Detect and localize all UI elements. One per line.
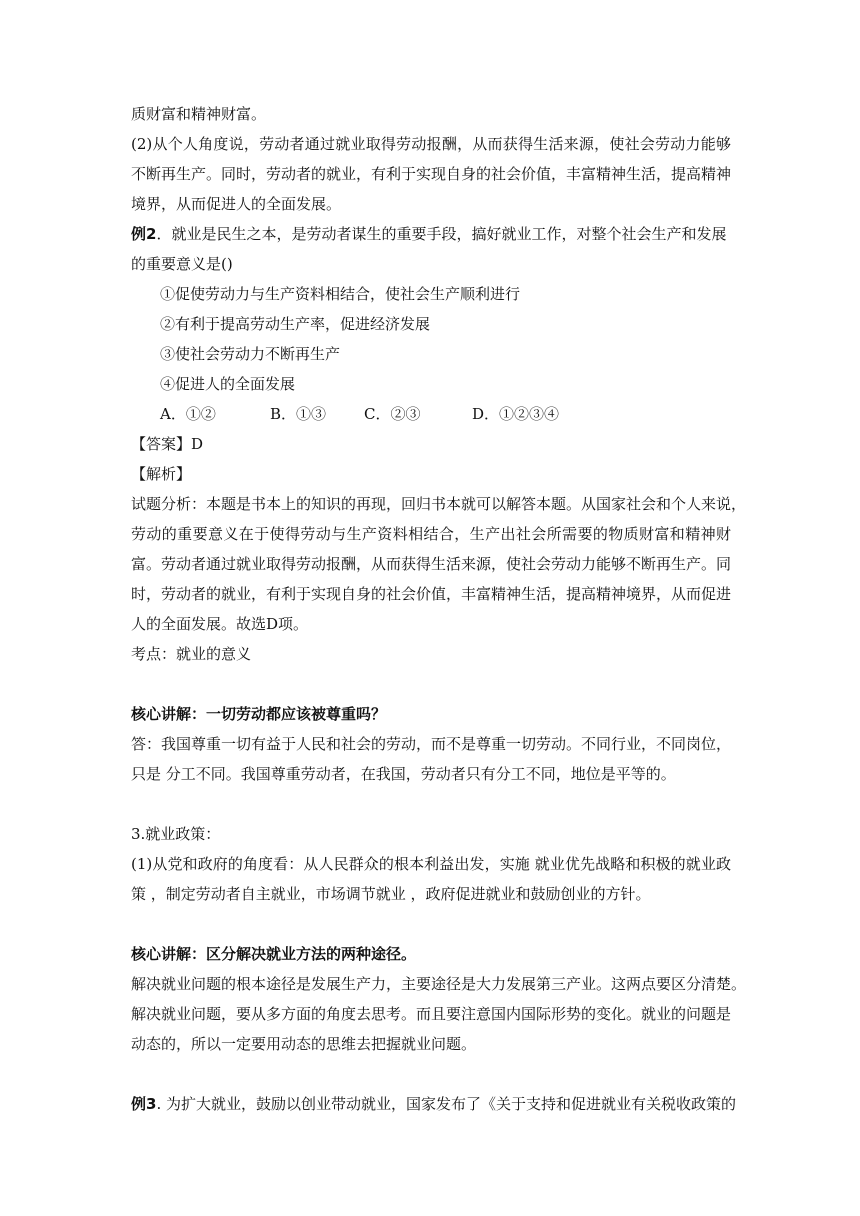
continuation-line: 质财富和精神财富。 [131,105,267,123]
core-text-line: 解决就业问题，要从多方面的角度去思考。而且要注意国内国际形势的变化。就业的问题是 [131,1005,732,1023]
statement-item: ④促进人的全面发展 [160,375,296,393]
answer-line: 【答案】D [131,435,204,453]
example-stem-line: 的重要意义是() [131,255,233,273]
choice-b: B．①③ [270,405,327,423]
policy-line: 策 ，制定劳动者自主就业，市场调节就业 ，政府促进就业和鼓励创业的方针。 [131,885,651,903]
example-stem-text: . 为扩大就业，鼓励以创业带动就业，国家发布了《关于支持和促进就业有关税收政策的 [156,1095,736,1113]
core-text-line: 解决就业问题的根本途径是发展生产力，主要途径是大力发展第三产业。这两点要区分清楚。 [131,975,747,993]
policy-line: (1)从党和政府的角度看：从人民群众的根本利益出发，实施 就业优先战略和积极的就业政 [131,855,731,873]
analysis-line: 富。劳动者通过就业取得劳动报酬，从而获得生活来源，使社会劳动力能够不断再生产。同 [131,555,732,573]
example-label: 例2 [131,225,157,243]
statement-item: ①促使劳动力与生产资料相结合，使社会生产顺利进行 [160,285,521,303]
kaodian-line: 考点：就业的意义 [131,645,252,663]
core-answer-line: 只是 分工不同。我国尊重劳动者，在我国，劳动者只有分工不同，地位是平等的。 [131,765,676,783]
analysis-line: 劳动的重要意义在于使得劳动与生产资料相结合，生产出社会所需要的物质财富和精神财 [131,525,731,543]
analysis-line: 试题分析：本题是书本上的知识的再现，回归书本就可以解答本题。从国家社会和个人来说， [131,495,747,513]
paragraph-line: 境界，从而促进人的全面发展。 [131,195,342,213]
core-heading-1: 核心讲解：一切劳动都应该被尊重吗？ [131,705,387,723]
analysis-line: 人的全面发展。故选D项。 [131,615,309,633]
example-2-stem [131,224,731,244]
choice-a: A．①② [160,405,216,423]
core-heading-2: 核心讲解：区分解决就业方法的两种途径。 [131,945,417,963]
analysis-line: 时，劳动者的就业，有利于实现自身的社会价值，丰富精神生活，提高精神境界，从而促进 [131,585,732,603]
analysis-heading: 【解析】 [131,465,192,483]
paragraph-line: (2)从个人角度说，劳动者通过就业取得劳动报酬，从而获得生活来源，使社会劳动力能够 [131,135,731,153]
example-3-stem [131,1094,736,1114]
example-label: 例3 [131,1095,157,1113]
statement-item: ②有利于提高劳动生产率，促进经济发展 [160,315,431,333]
core-answer-line: 答：我国尊重一切有益于人民和社会的劳动，而不是尊重一切劳动。不同行业，不同岗位， [131,735,732,753]
core-text-line: 动态的，所以一定要用动态的思维去把握就业问题。 [131,1035,477,1053]
choice-c: C．②③ [364,405,421,423]
paragraph-line: 不断再生产。同时，劳动者的就业，有利于实现自身的社会价值，丰富精神生活，提高精神 [131,165,732,183]
answer-choices [160,404,720,424]
choice-d: D．①②③④ [472,405,560,423]
example-stem-text: ．就业是民生之本，是劳动者谋生的重要手段，搞好就业工作，对整个社会生产和发展 [156,225,727,243]
statement-item: ③使社会劳动力不断再生产 [160,345,341,363]
policy-heading: 3.就业政策： [131,825,221,843]
